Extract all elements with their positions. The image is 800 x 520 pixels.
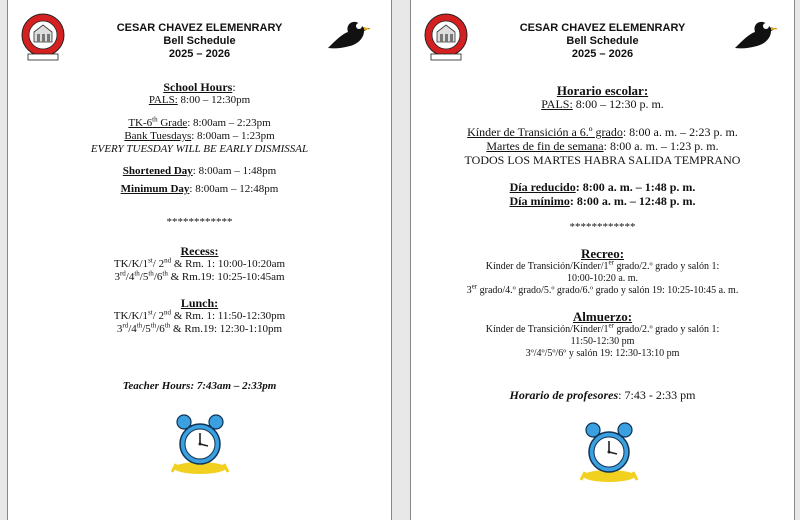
bank-tuesdays-line: Martes de fin de semana: 8:00 a. m. – 1:23 p. m. [486,139,719,153]
lunch-line-1: Kínder de Transición/Kínder/1er grado/2.º grado y salón 1: [485,321,720,335]
lunch-heading: Lunch: [180,296,219,310]
recess-row-upper: 3rd/4th/5th/6th & Rm.19: 10:25-10:45am [114,269,285,283]
english-schedule-page [7,0,392,520]
spanish-schedule-page [410,0,795,520]
alarm-clock-icon [170,410,230,476]
recess-line-2: 10:00-10:20 a. m. [566,273,639,284]
school-name: CESAR CHAVEZ ELEMENRARY [519,22,686,34]
lunch-line-2: 11:50-12:30 pm [570,336,635,347]
shortened-day-line: Día reducido: 8:00 a. m. – 1:48 p. m. [509,180,696,194]
tk6-line: Kínder de Transición a 6.º grado: 8:00 a. m. – 2:23 p. m. [467,125,738,139]
tuesday-note: TODOS LOS MARTES HABRA SALIDA TEMPRANO [464,153,741,167]
recess-heading: Recreo: [580,246,625,261]
pals-line: PALS: 8:00 – 12:30pm [148,94,251,106]
alarm-clock-icon [579,418,639,484]
recess-line-1: Kínder de Transición/Kínder/1er grado/2.º grado y salón 1: [485,258,720,272]
recess-row-lower: TK/K/1st/ 2nd & Rm. 1: 10:00-10:20am [113,256,286,270]
lunch-row-upper: 3rd/4th/5th/6th & Rm.19: 12:30-1:10pm [116,321,283,335]
recess-heading: Recess: [180,244,219,258]
school-hours-heading: School Hours: [163,80,236,94]
school-name: CESAR CHAVEZ ELEMENRARY [116,22,283,34]
eagle-icon [733,18,779,54]
school-hours-heading: Horario escolar: [556,83,649,98]
tuesday-note: EVERY TUESDAY WILL BE EARLY DISMISSAL [90,143,309,155]
school-years: 2025 – 2026 [168,48,231,60]
schedule-subtitle: Bell Schedule [566,35,639,47]
lunch-heading: Almuerzo: [572,309,633,324]
teacher-hours: Teacher Hours: 7:43am – 2:33pm [122,380,277,392]
divider-stars: ************ [166,216,233,228]
schedule-subtitle: Bell Schedule [163,35,236,47]
lunch-line-3: 3º/4º/5º/6º y salón 19: 12:30-13:10 pm [525,348,680,359]
shortened-day-line: Shortened Day: 8:00am – 1:48pm [122,165,277,177]
bank-tuesdays-line: Bank Tuesdays: 8:00am – 1:23pm [124,130,275,142]
minimum-day-line: Día mínimo: 8:00 a. m. – 12:48 p. m. [509,194,696,208]
pals-line: PALS: 8:00 – 12:30 p. m. [541,97,664,111]
recess-line-3: 3er grado/4.º grado/5.º grado/6.º grado y salón 19: 10:25-10:45 a. m. [466,282,739,296]
minimum-day-line: Minimum Day: 8:00am – 12:48pm [120,183,279,195]
divider-stars: ************ [569,221,636,233]
school-years: 2025 – 2026 [571,48,634,60]
lunch-row-lower: TK/K/1st/ 2nd & Rm. 1: 11:50-12:30pm [113,308,286,322]
teacher-hours: Horario de profesores: 7:43 - 2:33 pm [509,388,696,402]
tk6-line: TK-6th Grade: 8:00am – 2:23pm [128,115,271,129]
eagle-icon [326,18,372,54]
